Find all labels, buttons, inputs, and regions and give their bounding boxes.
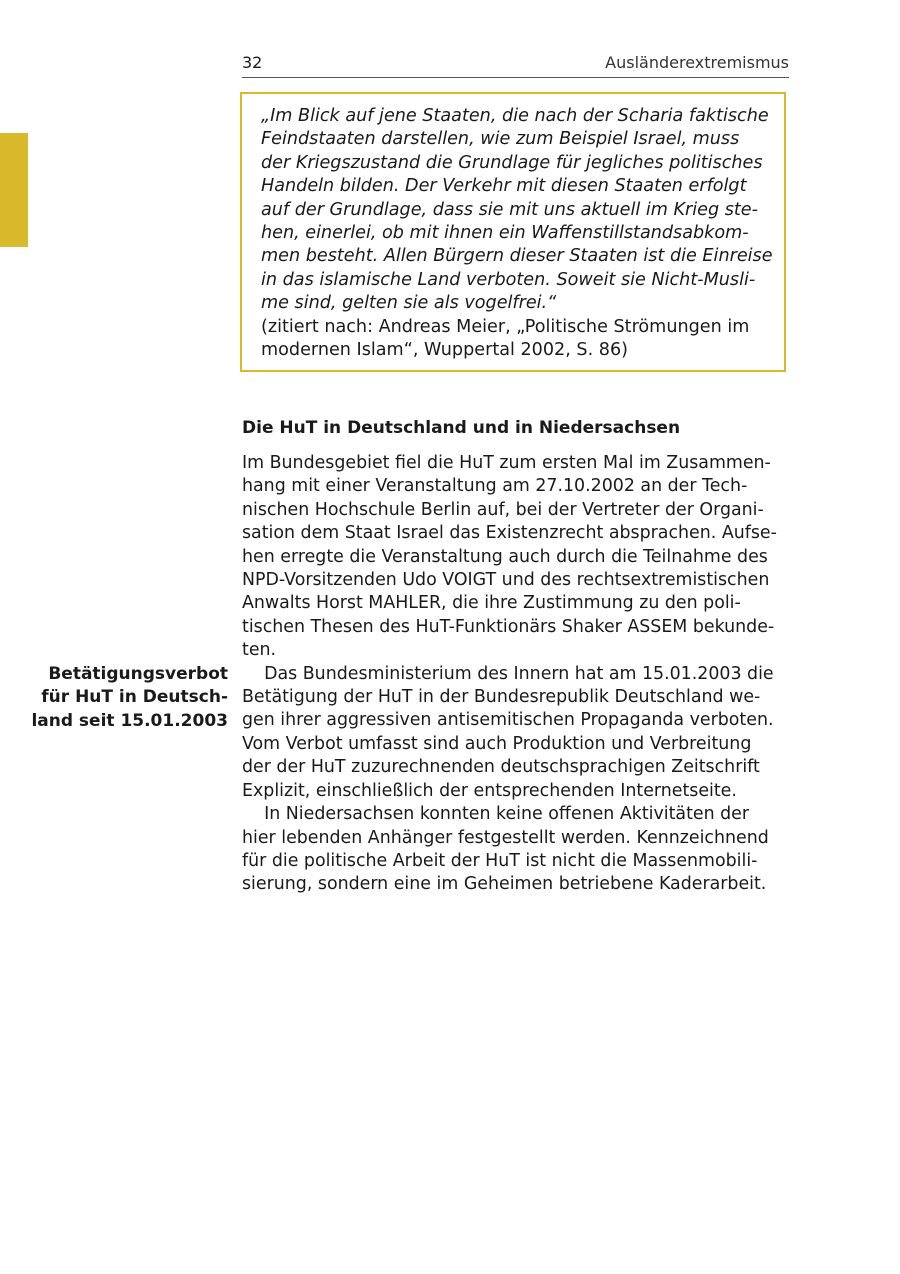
quote-line: in das islamische Land verboten. Soweit sie Nicht-Musli- [261,269,756,290]
quote-line: „Im Blick auf jene Staaten, die nach der Scharia faktische [261,106,769,126]
body-line: In Niedersachsen konnten keine offenen Aktivitäten der [242,804,750,825]
marginal-note-line: Betätigungsverbot [48,664,228,684]
body-line: Vom Verbot umfasst sind auch Produktion und Verbreitung [242,733,752,754]
marginal-note-line: für HuT in Deutsch- [41,687,228,708]
body-line: NPD-Vorsitzenden Udo VOIGT und des rechtsextremistischen [242,570,770,591]
running-header-title: Ausländerextremismus [605,53,789,72]
body-line: hier lebenden Anhänger festgestellt werden. Kennzeichnend [242,827,769,848]
quote-box [240,92,786,372]
body-line: sation dem Staat Israel das Existenzrecht absprachen. Aufse- [242,523,777,544]
header-divider [242,77,789,78]
body-line: tischen Thesen des HuT-Funktionärs Shaker ASSEM bekunde- [242,616,775,637]
body-line: hen erregte die Veranstaltung auch durch die Teilnahme des [242,546,768,567]
body-line: Das Bundesministerium des Innern hat am 15.01.2003 die [242,663,774,684]
section-heading: Die HuT in Deutschland und in Niedersachsen [242,418,681,438]
quote-line: Handeln bilden. Der Verkehr mit diesen Staaten erfolgt [261,176,747,197]
quote-line: hen, einerlei, ob mit ihnen ein Waffenstillstandsabkom- [261,223,749,244]
quote-line: der Kriegszustand die Grundlage für jegliches politisches [261,152,763,173]
body-line: Explizit, einschließlich der entsprechenden Internetseite. [242,780,737,801]
body-line: sierung, sondern eine im Geheimen betriebene Kaderarbeit. [242,874,767,895]
marginal-note [31,663,228,733]
chapter-side-tab [0,133,28,247]
page-number: 32 [242,53,263,72]
quote-line: me sind, gelten sie als vogelfrei.“ [261,293,557,314]
body-line: Betätigung der HuT in der Bundesrepublik Deutschland we- [242,687,761,708]
body-line: Im Bundesgebiet fiel die HuT zum ersten Mal im Zusammen- [242,453,771,473]
body-line: ten. [242,640,277,661]
body-line: hang mit einer Veranstaltung am 27.10.2002 an der Tech- [242,476,748,497]
marginal-note-line: land seit 15.01.2003 [31,710,228,731]
quote-citation-line: modernen Islam“, Wuppertal 2002, S. 86) [261,340,629,361]
quote-line: men besteht. Allen Bürgern dieser Staaten ist die Einreise [261,246,773,267]
body-line: gen ihrer aggressiven antisemitischen Propaganda verboten. [242,710,774,731]
body-line: Anwalts Horst MAHLER, die ihre Zustimmung zu den poli- [242,593,741,614]
quote-citation-line: (zitiert nach: Andreas Meier, „Politische Strömungen im [261,316,750,337]
body-text [242,452,802,897]
quote-line: Feindstaaten darstellen, wie zum Beispiel Israel, muss [261,129,740,150]
quote-line: auf der Grundlage, dass sie mit uns aktuell im Krieg ste- [261,199,758,220]
body-line: für die politische Arbeit der HuT ist nicht die Massenmobili- [242,850,758,871]
body-line: nischen Hochschule Berlin auf, bei der Vertreter der Organi- [242,499,764,520]
body-line: der der HuT zuzurechnenden deutschsprachigen Zeitschrift [242,757,760,778]
